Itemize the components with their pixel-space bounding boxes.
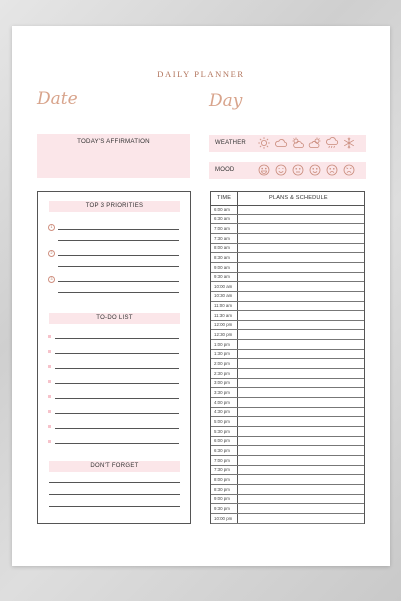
schedule-row[interactable] — [211, 244, 364, 254]
priority-number-2: 2 — [48, 250, 55, 257]
todo-checkbox[interactable] — [48, 440, 51, 443]
schedule-row[interactable] — [211, 369, 364, 379]
priority-line-1b[interactable] — [58, 240, 179, 241]
priority-line-2a[interactable] — [58, 255, 179, 256]
time-slot-label: 3:00 pm — [214, 380, 230, 386]
time-slot-label: 6:30 am — [214, 216, 230, 222]
dont-forget-line[interactable] — [49, 494, 180, 495]
schedule-row[interactable] — [211, 446, 364, 456]
dont-forget-line[interactable] — [49, 482, 180, 483]
dont-forget-line[interactable] — [49, 506, 180, 507]
time-slot-label: 9:30 pm — [214, 505, 230, 511]
priority-number-3: 3 — [48, 276, 55, 283]
time-slot-label: 10:00 am — [214, 283, 233, 289]
schedule-header — [211, 192, 364, 206]
dont-forget-header: DON'T FORGET — [49, 461, 180, 472]
time-slot-label: 6:00 pm — [214, 438, 230, 444]
todo-line[interactable] — [55, 398, 179, 399]
time-slot-label: 5:00 pm — [214, 418, 230, 424]
time-slot-label: 7:30 am — [214, 235, 230, 241]
time-slot-label: 6:30 pm — [214, 447, 230, 453]
todo-line[interactable] — [55, 338, 179, 339]
partly-cloudy-icon[interactable] — [291, 136, 305, 150]
time-slot-label: 8:30 pm — [214, 486, 230, 492]
schedule-row[interactable] — [211, 379, 364, 389]
schedule-row[interactable] — [211, 302, 364, 312]
time-slot-label: 7:00 pm — [214, 457, 230, 463]
neutral-face-icon[interactable] — [291, 163, 305, 177]
priorities-todo-panel — [37, 191, 191, 524]
sun-icon[interactable] — [257, 136, 271, 150]
schedule-row[interactable] — [211, 408, 364, 418]
time-slot-label: 8:00 pm — [214, 476, 230, 482]
sad-face-icon[interactable] — [325, 163, 339, 177]
schedule-row[interactable] — [211, 224, 364, 234]
time-slot-label: 7:00 am — [214, 225, 230, 231]
schedule-row[interactable] — [211, 417, 364, 427]
schedule-row[interactable] — [211, 273, 364, 283]
schedule-row[interactable] — [211, 437, 364, 447]
schedule-row[interactable] — [211, 340, 364, 350]
todo-line[interactable] — [55, 428, 179, 429]
todo-line[interactable] — [55, 413, 179, 414]
affirmation-title: TODAY'S AFFIRMATION — [77, 138, 150, 145]
time-slot-label: 2:30 pm — [214, 370, 230, 376]
schedule-row[interactable] — [211, 350, 364, 360]
date-label: Date — [37, 89, 78, 109]
rain-icon[interactable] — [325, 136, 339, 150]
todo-line[interactable] — [55, 368, 179, 369]
priorities-header: TOP 3 PRIORITIES — [49, 201, 180, 212]
todo-line[interactable] — [55, 383, 179, 384]
priority-line-3b[interactable] — [58, 292, 179, 293]
weather-label: WEATHER — [215, 140, 246, 146]
schedule-row[interactable] — [211, 504, 364, 514]
schedule-row[interactable] — [211, 466, 364, 476]
mood-bar — [209, 162, 366, 179]
schedule-row[interactable] — [211, 282, 364, 292]
time-slot-label: 7:30 pm — [214, 467, 230, 473]
schedule-row[interactable] — [211, 359, 364, 369]
schedule-row[interactable] — [211, 427, 364, 437]
schedule-row[interactable] — [211, 485, 364, 495]
time-slot-label: 9:00 am — [214, 264, 230, 270]
schedule-row[interactable] — [211, 292, 364, 302]
time-slot-label: 2:00 pm — [214, 361, 230, 367]
todo-checkbox[interactable] — [48, 410, 51, 413]
angry-face-icon[interactable] — [342, 163, 356, 177]
schedule-row[interactable] — [211, 263, 364, 273]
plans-column-header: PLANS & SCHEDULE — [269, 195, 328, 201]
todo-checkbox[interactable] — [48, 335, 51, 338]
schedule-row[interactable] — [211, 456, 364, 466]
time-slot-label: 8:30 am — [214, 254, 230, 260]
schedule-row[interactable] — [211, 398, 364, 408]
time-slot-label: 1:00 pm — [214, 341, 230, 347]
very-happy-face-icon[interactable] — [257, 163, 271, 177]
todo-checkbox[interactable] — [48, 425, 51, 428]
schedule-row[interactable] — [211, 321, 364, 331]
time-slot-label: 12:30 pm — [214, 332, 233, 338]
schedule-row[interactable] — [211, 311, 364, 321]
schedule-row[interactable] — [211, 215, 364, 225]
schedule-row[interactable] — [211, 234, 364, 244]
schedule-row[interactable] — [211, 388, 364, 398]
schedule-row[interactable] — [211, 253, 364, 263]
time-slot-label: 12:00 pm — [214, 322, 233, 328]
schedule-row[interactable] — [211, 514, 364, 524]
time-slot-label: 9:30 am — [214, 274, 230, 280]
priority-line-3a[interactable] — [58, 281, 179, 282]
todo-line[interactable] — [55, 353, 179, 354]
time-column-header: TIME — [217, 195, 232, 201]
time-slot-label: 11:00 am — [214, 303, 232, 309]
todo-checkbox[interactable] — [48, 350, 51, 353]
time-slot-label: 4:30 pm — [214, 409, 230, 415]
priority-line-2b[interactable] — [58, 266, 179, 267]
day-label: Day — [209, 91, 243, 111]
content-face-icon[interactable] — [308, 163, 322, 177]
todo-header: TO-DO LIST — [49, 313, 180, 324]
weather-bar — [209, 135, 366, 152]
todo-line[interactable] — [55, 443, 179, 444]
mood-icons — [257, 163, 356, 178]
todo-checkbox[interactable] — [48, 380, 51, 383]
planner-page — [12, 26, 390, 566]
schedule-row[interactable] — [211, 205, 364, 215]
schedule-row[interactable] — [211, 475, 364, 485]
weather-icons — [257, 136, 356, 151]
time-slot-label: 8:00 am — [214, 245, 230, 251]
priority-number-1: 1 — [48, 224, 55, 231]
time-slot-label: 5:30 pm — [214, 428, 230, 434]
schedule-table — [210, 191, 365, 524]
todo-checkbox[interactable] — [48, 395, 51, 398]
affirmation-box[interactable] — [37, 134, 190, 178]
time-slot-label: 10:00 pm — [214, 515, 233, 521]
time-slot-label: 4:00 pm — [214, 399, 230, 405]
mood-label: MOOD — [215, 167, 235, 173]
schedule-row[interactable] — [211, 331, 364, 341]
time-slot-label: 1:30 pm — [214, 351, 230, 357]
page-title: DAILY PLANNER — [157, 69, 245, 79]
cloud-sun-icon[interactable] — [308, 136, 322, 150]
schedule-row[interactable] — [211, 495, 364, 505]
time-slot-label: 10:30 am — [214, 293, 233, 299]
todo-checkbox[interactable] — [48, 365, 51, 368]
happy-face-icon[interactable] — [274, 163, 288, 177]
time-slot-label: 3:30 pm — [214, 390, 230, 396]
snowflake-icon[interactable] — [342, 136, 356, 150]
time-slot-label: 9:00 pm — [214, 496, 230, 502]
time-slot-label: 11:30 am — [214, 312, 232, 318]
cloud-icon[interactable] — [274, 136, 288, 150]
priority-line-1a[interactable] — [58, 229, 179, 230]
time-slot-label: 6:00 am — [214, 206, 230, 212]
